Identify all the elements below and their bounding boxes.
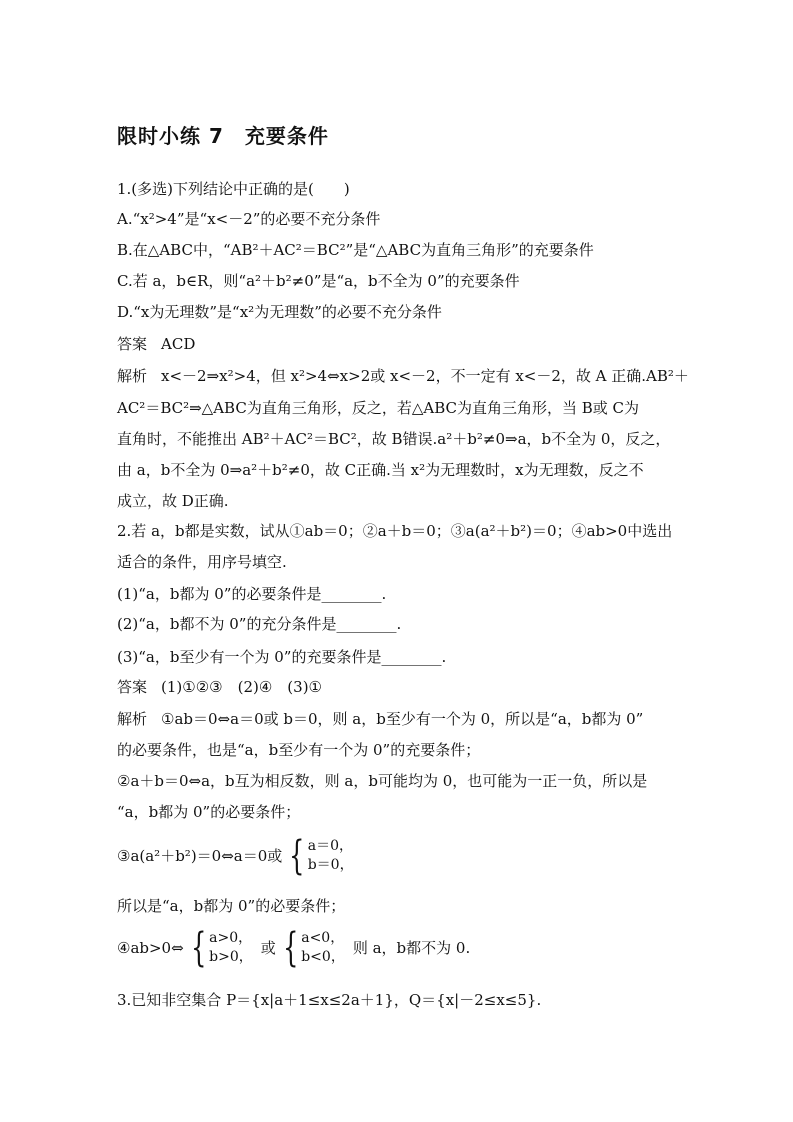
q2-analysis-line: [117, 709, 643, 729]
q1-option-c: C.若 a，b∈R，则“a²＋b²≠0”是“a，b不全为 0”的充要条件: [117, 272, 520, 290]
q2-answer: [117, 677, 322, 697]
analysis-label: 解析: [117, 710, 148, 728]
page-title: 限时小练 7 充要条件: [117, 124, 329, 148]
answer-value: ACD: [161, 335, 196, 353]
q1-analysis-line: 直角时，不能推出 AB²＋AC²＝BC²，故 B错误.a²＋b²≠0⇒a，b不全为 0，反之，: [117, 430, 671, 448]
q1-analysis-line: 成立，故 D正确.: [117, 492, 229, 510]
case-line: b＝0，: [307, 857, 354, 873]
case-line: a<0，: [301, 930, 345, 946]
q2-analysis-line: 所以是“a，b都为 0”的必要条件；: [117, 897, 346, 915]
q1-analysis-line: 由 a，b不全为 0⇒a²＋b²≠0，故 C正确.当 x²为无理数时，x为无理数，反之不: [117, 461, 644, 479]
q2-stem-line: 2.若 a，b都是实数，试从①ab＝0；②a＋b＝0；③a(a²＋b²)＝0；④ab>0中选出: [117, 522, 673, 540]
q2-analysis-line: ②a＋b＝0⇔a，b互为相反数，则 a，b可能均为 0，也可能为一正一负，所以是: [117, 772, 648, 790]
q2-analysis-line: “a，b都为 0”的必要条件；: [117, 803, 301, 821]
item4-prefix: ④ab>0⇔: [117, 939, 184, 957]
left-brace-icon: {: [282, 925, 299, 971]
answer-label: 答案: [117, 678, 148, 696]
analysis-label: 解析: [117, 367, 148, 385]
answer-value: (1)①②③ (2)④ (3)①: [161, 678, 322, 696]
left-brace-icon: {: [190, 925, 207, 971]
item4-suffix: 则 a，b都不为 0.: [352, 939, 471, 957]
q1-option-a: A.“x²>4”是“x<－2”的必要不充分条件: [117, 210, 381, 228]
cases-brace: [284, 833, 354, 879]
q1-option-b: B.在△ABC中，“AB²＋AC²＝BC²”是“△ABC为直角三角形”的充要条件: [117, 241, 594, 259]
answer-label: 答案: [117, 335, 148, 353]
case-line: a＝0，: [307, 838, 353, 854]
q1-option-d: D.“x为无理数”是“x²为无理数”的必要不充分条件: [117, 303, 442, 321]
case-line: a>0，: [209, 930, 253, 946]
or-word: 或: [260, 939, 276, 957]
analysis-text: ①ab＝0⇔a＝0或 b＝0，则 a，b至少有一个为 0，所以是“a，b都为 0”: [161, 710, 644, 728]
q2-part-2: (2)“a，b都不为 0”的充分条件是________.: [117, 615, 402, 633]
q1-answer: [117, 334, 195, 354]
q2-analysis-line: 的必要条件，也是“a，b至少有一个为 0”的充要条件；: [117, 741, 481, 759]
analysis-text: x<－2⇒x²>4，但 x²>4⇔x>2或 x<－2，不一定有 x<－2，故 A 正确.AB²＋: [161, 367, 689, 385]
q3-stem: 3.已知非空集合 P＝{x|a＋1≤x≤2a＋1}，Q＝{x|－2≤x≤5}.: [117, 991, 542, 1009]
cases-brace: [278, 925, 345, 971]
cases-brace: [186, 925, 253, 971]
q1-stem: 1.(多选)下列结论中正确的是( ): [117, 180, 350, 198]
q1-analysis-line: [117, 366, 689, 386]
q2-part-1: (1)“a，b都为 0”的必要条件是________.: [117, 585, 387, 603]
q2-part-3: (3)“a，b至少有一个为 0”的充要条件是________.: [117, 648, 447, 666]
item3-prefix: ③a(a²＋b²)＝0⇔a＝0或: [117, 847, 283, 865]
q2-stem-line: 适合的条件，用序号填空.: [117, 553, 287, 571]
case-line: b<0，: [301, 949, 345, 965]
q1-analysis-line: AC²＝BC²⇒△ABC为直角三角形，反之，若△ABC为直角三角形，当 B或 C为: [117, 399, 640, 417]
q2-item3: [117, 833, 354, 879]
case-line: b>0，: [209, 949, 253, 965]
left-brace-icon: {: [289, 833, 305, 879]
q2-item4: [117, 925, 471, 971]
